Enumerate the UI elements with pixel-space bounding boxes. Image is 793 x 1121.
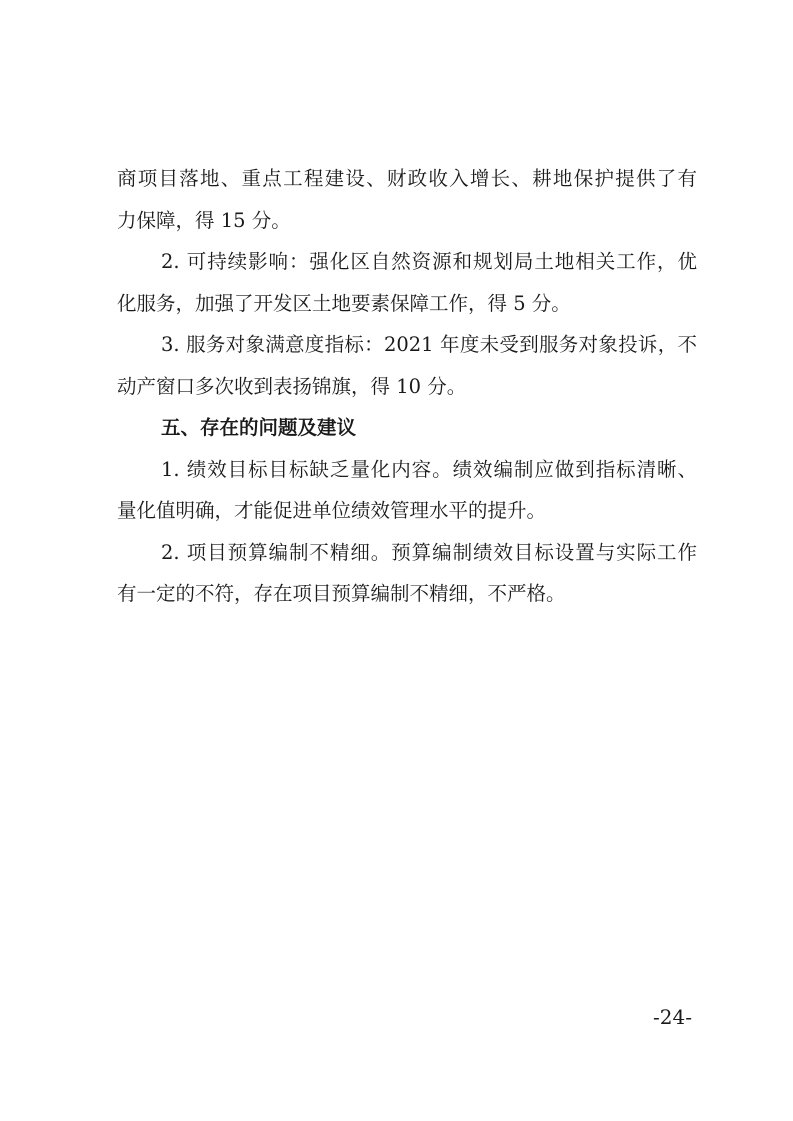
paragraph-line: 1. 绩效目标目标缺乏量化内容。绩效编制应做到指标清晰、: [161, 457, 697, 481]
paragraph-line: 3. 服务对象满意度指标：2021 年度未受到服务对象投诉，不: [161, 333, 697, 356]
paragraph-line: 化服务，加强了开发区土地要素保障工作，得 5 分。: [117, 291, 571, 315]
paragraph-line: 力保障，得 15 分。: [117, 208, 291, 232]
paragraph-line: 2. 可持续影响：强化区自然资源和规划局土地相关工作，优: [161, 250, 697, 273]
document-body: [117, 158, 697, 615]
paragraph-line: 商项目落地、重点工程建设、财政收入增长、耕地保护提供了有: [117, 167, 697, 190]
paragraph-line: 动产窗口多次收到表扬锦旗，得 10 分。: [117, 374, 467, 398]
paragraph-line: 量化值明确，才能促进单位绩效管理水平的提升。: [117, 499, 547, 522]
section-heading: 五、存在的问题及建议: [161, 416, 357, 439]
paragraph-line: 2. 项目预算编制不精细。预算编制绩效目标设置与实际工作: [161, 540, 697, 564]
paragraph-line: 有一定的不符，存在项目预算编制不精细，不严格。: [117, 582, 566, 605]
page-number: -24-: [653, 1005, 692, 1029]
